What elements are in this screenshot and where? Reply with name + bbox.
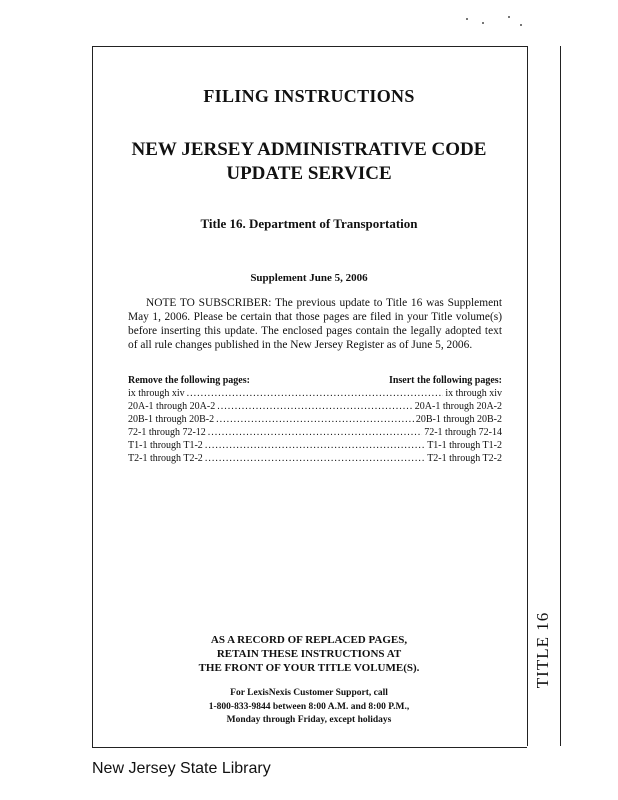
dot-leader: [187, 387, 444, 400]
dot-leader: [217, 400, 413, 413]
remove-pages: ix through xiv: [128, 388, 185, 399]
dot-leader: [216, 413, 414, 426]
support-line-2: 1-800-833-9844 between 8:00 A.M. and 8:00 P.M.,: [208, 701, 410, 712]
scan-speck: [520, 24, 522, 26]
remove-pages: T2-1 through T2-2: [128, 453, 203, 464]
insert-pages: 72-1 through 72-14: [424, 427, 502, 438]
title-line: Title 16. Department of Transportation: [200, 216, 418, 231]
insert-header: Insert the following pages:: [388, 375, 502, 386]
document-heading: FILING INSTRUCTIONS: [203, 86, 415, 106]
table-row: [128, 439, 502, 452]
remove-pages: 20B-1 through 20B-2: [128, 414, 215, 425]
record-line-2: RETAIN THESE INSTRUCTIONS AT: [216, 648, 402, 660]
page-replacement-table: [128, 374, 502, 465]
support-line-1: For LexisNexis Customer Support, call: [230, 688, 388, 698]
remove-pages: 20A-1 through 20A-2: [128, 401, 216, 412]
table-row: [128, 452, 502, 465]
support-line-3: Monday through Friday, except holidays: [226, 715, 392, 725]
customer-support: [92, 687, 526, 728]
insert-pages: ix through xiv: [445, 388, 502, 399]
dot-leader: [205, 452, 425, 465]
scan-speck: [482, 22, 484, 24]
remove-header: Remove the following pages:: [128, 375, 250, 386]
record-instruction: [92, 633, 526, 675]
table-row: [128, 400, 502, 413]
insert-pages: 20B-1 through 20B-2: [415, 414, 502, 425]
table-row: [128, 413, 502, 426]
code-title: [92, 138, 526, 186]
record-line-1: AS A RECORD OF REPLACED PAGES,: [210, 634, 408, 646]
table-header: [128, 374, 502, 387]
remove-pages: 72-1 through 72-12: [128, 427, 206, 438]
scan-speck: [466, 18, 468, 20]
title-tab: [527, 600, 559, 700]
library-footer: New Jersey State Library: [92, 760, 271, 777]
insert-pages: 20A-1 through 20A-2: [414, 401, 502, 412]
subscriber-note: NOTE TO SUBSCRIBER: The previous update to Title 16 was Supplement May 1, 2006. Please be certain that those pages are filed in your Title volume(s) before inserting this update. The enclosed pages contain the legally adopted text of all rule changes published in the New Jersey Register as of June 5, 2006.: [128, 297, 502, 351]
code-title-line-1: NEW JERSEY ADMINISTRATIVE CODE: [131, 139, 487, 160]
insert-pages: T2-1 through T2-2: [427, 453, 502, 464]
supplement-date: Supplement June 5, 2006: [250, 272, 368, 284]
insert-pages: T1-1 through T1-2: [427, 440, 502, 451]
scan-speck: [508, 16, 510, 18]
code-title-line-2: UPDATE SERVICE: [226, 163, 392, 184]
remove-pages: T1-1 through T1-2: [128, 440, 203, 451]
title-tab-label: TITLE 16: [533, 611, 553, 689]
record-line-3: THE FRONT OF YOUR TITLE VOLUME(S).: [198, 662, 420, 674]
table-row: [128, 387, 502, 400]
dot-leader: [205, 439, 425, 452]
table-row: [128, 426, 502, 439]
dot-leader: [208, 426, 422, 439]
